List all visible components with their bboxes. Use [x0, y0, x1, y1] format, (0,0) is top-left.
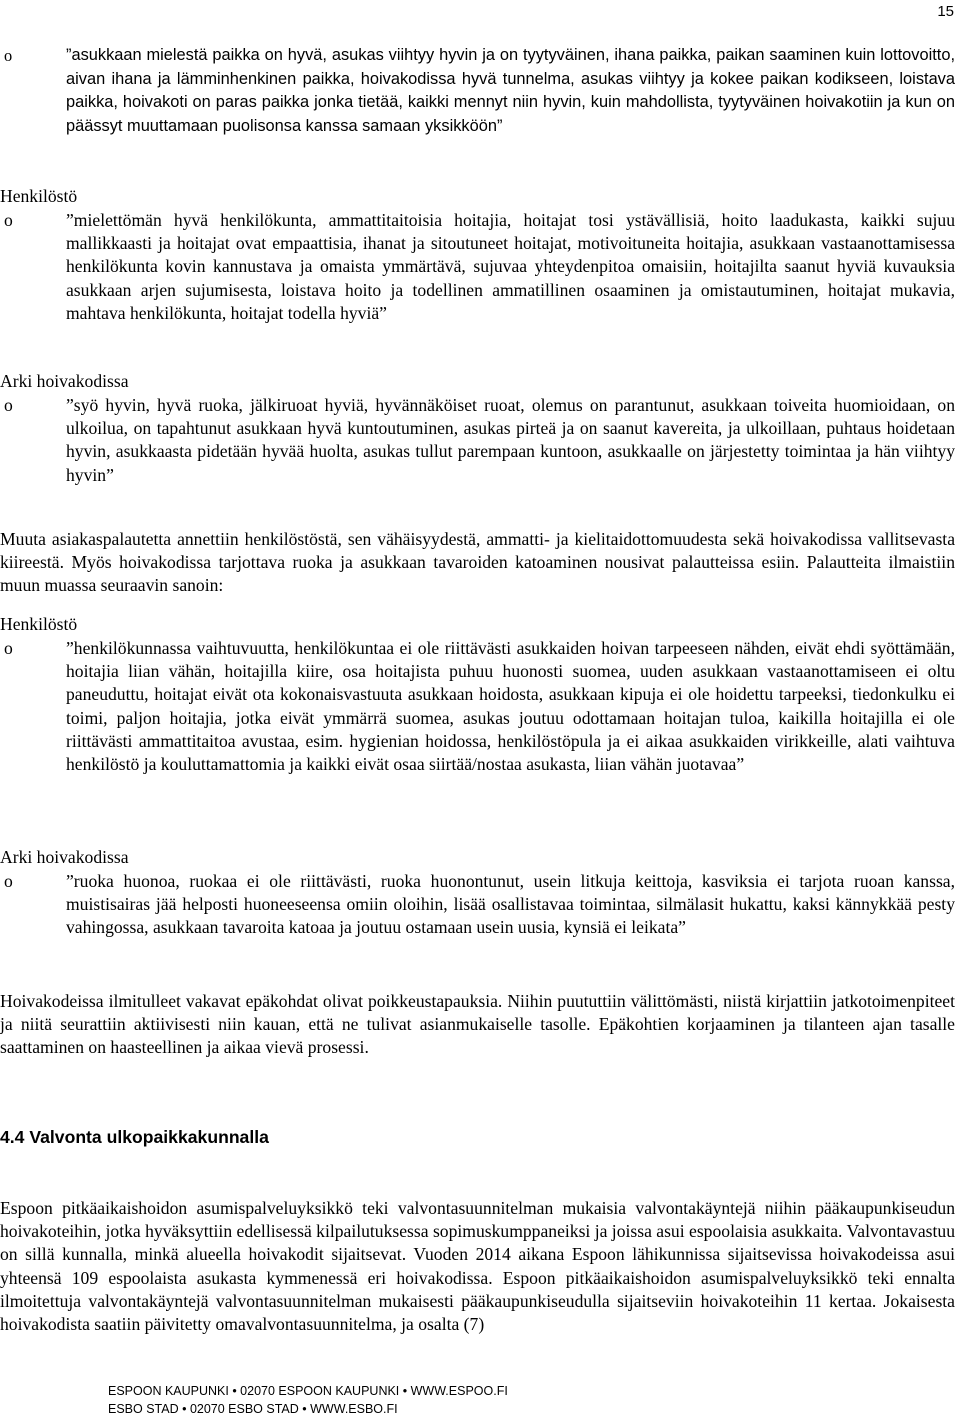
quote-text: ”henkilökunnassa vaihtuvuutta, henkilökuntaa ei ole riittävästi asukkaiden hoivan tarpeeseen nähden, eivät ehdi syöttämään, hoitajia liian vähän, hoitajilla kiire, osa hoitajista puhuu huonosti suomea, uuden asukkaan vastaanottamiseen ei oltu paneuduttu, hoitajat eivät ota kokonaisvastuuta asukkaan hoidosta, asukkaan kipuja ei ole hoidettu tarpeeksi, tiedonkulku ei toimi, paljon hoitajia, jotka eivät ymmärrä suomea, asukas joutuu odottamaan hoitajan tuloa, kaikilla hoitajilla ei ole riittävästi ammattitaitoa avustaa, esim. hygienian hoidossa, henkilöstöpula ja ei aikaa asukkaiden virikkeille, alati vaihtuva henkilöstö ja kouluttamattomia ja kaikki eivät osaa siirtää/nostaa asukasta, liian vähän juotavaa” — [66, 638, 955, 775]
heading-staff-negative: Henkilöstö — [0, 614, 78, 634]
quote-text: ”asukkaan mielestä paikka on hyvä, asukas viihtyy hyvin ja on tyytyväinen, ihana paikka, paikan saaminen kuin lottovoitto, aivan ihana ja lämminhenkinen paikka, hoivakodissa hyvä tunnelma, asukas viihtyy ja kokee paikan kodikseen, loistava paikka, hoivakoti on paras paikka jonka tietää, kaikki mennyt niin hyvin, kuin mahdollista, tyytyväinen hoivakotiin ja kun on päässyt muuttamaan puolisonsa kanssa samaan yksikköön” — [66, 46, 955, 135]
quote-daily-negative — [0, 870, 955, 940]
quote-residents-opinion — [0, 44, 955, 138]
quote-daily-positive — [0, 394, 955, 487]
section-title: 4.4 Valvonta ulkopaikkakunnalla — [0, 1127, 269, 1147]
quote-staff-negative — [0, 637, 955, 776]
page-number: 15 — [937, 3, 954, 20]
heading-daily-positive: Arki hoivakodissa — [0, 371, 129, 391]
heading-daily-negative: Arki hoivakodissa — [0, 847, 129, 867]
paragraph-other-feedback: Muuta asiakaspalautetta annettiin henkilöstöstä, sen vähäisyydestä, ammatti- ja kielitaidottomuudesta sekä hoivakodissa vallitsevasta kiireestä. Myös hoivakodissa tarjottava ruoka ja asukkaan tavaroiden katoaminen nousivat palautteissa esiin. Palautteita ilmaistiin muun muassa seuraavin sanoin: — [0, 529, 955, 596]
bullet-marker: o — [4, 210, 13, 230]
quote-staff-positive — [0, 209, 955, 325]
quote-text: ”mielettömän hyvä henkilökunta, ammattitaitoisia hoitajia, hoitajat tosi ystävällisiä, hoito laadukasta, kaikki sujuu mallikkaasti ja hoitajat ovat empaattisia, ihanat ja sitoutuneet hoitajat, motivoituneita hoitajia, asukkaan vastaanottamisessa henkilökunta kovin kannustava ja omaista ymmärtävä, sujuvaa yhteydenpitoa omaisiin, hoitajilta saanut hyviä kuvauksia asukkaan arjen sujumisesta, loistava hoito ja todellinen ammatillinen osaaminen ja omistautuminen, hoitajat mukavia, mahtava henkilökunta, hoitajat todella hyviä” — [66, 210, 955, 323]
bullet-marker: o — [4, 871, 13, 891]
quote-text: ”ruoka huonoa, ruokaa ei ole riittävästi, ruoka huonontunut, usein litkuja keittoja, kasviksia ei tarjota ruoan kanssa, muistisairas jää helposti huoneeseensa omiin oloihin, lisää osallistavaa toimintaa, silmälasit hukattu, kaksi kännykkää pesty vahingossa, asukkaan tavaroita katoaa ja joutuu ostamaan usein uusia, kynsiä ei leikata” — [66, 871, 955, 938]
heading-staff-positive: Henkilöstö — [0, 186, 78, 206]
footer-line-finnish: ESPOON KAUPUNKI • 02070 ESPOON KAUPUNKI • WWW.ESPOO.FI — [108, 1384, 508, 1398]
paragraph-serious-issues: Hoivakodeissa ilmitulleet vakavat epäkohdat olivat poikkeustapauksia. Niihin puututtiin välittömästi, niistä kirjattiin jatkotoimenpiteet ja niitä seurattiin aktiivisesti niin kauan, että ne tulivat asianmukaiselle tasolle. Epäkohtien korjaaminen ja tilanteen ajan tasalle saattaminen on haasteellinen ja aikaa vievä prosessi. — [0, 991, 955, 1058]
quote-text: ”syö hyvin, hyvä ruoka, jälkiruoat hyviä, hyvännäköiset ruoat, olemus on parantunut, asukkaan toiveita huomioidaan, on ulkoilua, on tapahtunut asukkaan hyvä kuntoutuminen, asukas pirteä ja on saanut kavereita, ja ulkoillaan, puhtaus hoidetaan hyvin, asukkaasta pidetään hyvää huolta, asukas tullut parempaan kuntoon, asukkaalle on järjestetty toimintaa ja hän viihtyy hyvin” — [66, 395, 955, 485]
bullet-marker: o — [4, 638, 13, 658]
bullet-marker: o — [4, 46, 13, 65]
paragraph-supervision: Espoon pitkäaikaishoidon asumispalveluyksikkö teki valvontasuunnitelman mukaisia valvontakäyntejä niihin pääkaupunkiseudun hoivakoteihin, jotka hyväksyttiin edellisessä kilpailutuksessa sopimuskumppaneiksi ja joissa asui espoolaisia asukkaita. Valvontavastuu on sillä kunnalla, minkä alueella hoivakodit sijaitsevat. Vuoden 2014 aikana Espoon lähikunnissa sijaitsevissa hoivakodeissa asui yhteensä 109 espoolaista asukasta kymmenessä eri hoivakodissa. Espoon pitkäaikaishoidon asumispalveluyksikkö teki ennalta ilmoitettuja valvontakäyntejä valvontasuunnitelman mukaisesti pääkaupunkiseudulla sijaitseviin hoivakoteihin 11 kertaa. Jokaisesta hoivakodista saatiin päivitetty omavalvontasuunnitelma, ja osalta (7) — [0, 1198, 955, 1335]
footer-line-swedish: ESBO STAD • 02070 ESBO STAD • WWW.ESBO.FI — [108, 1402, 398, 1416]
bullet-marker: o — [4, 395, 13, 415]
